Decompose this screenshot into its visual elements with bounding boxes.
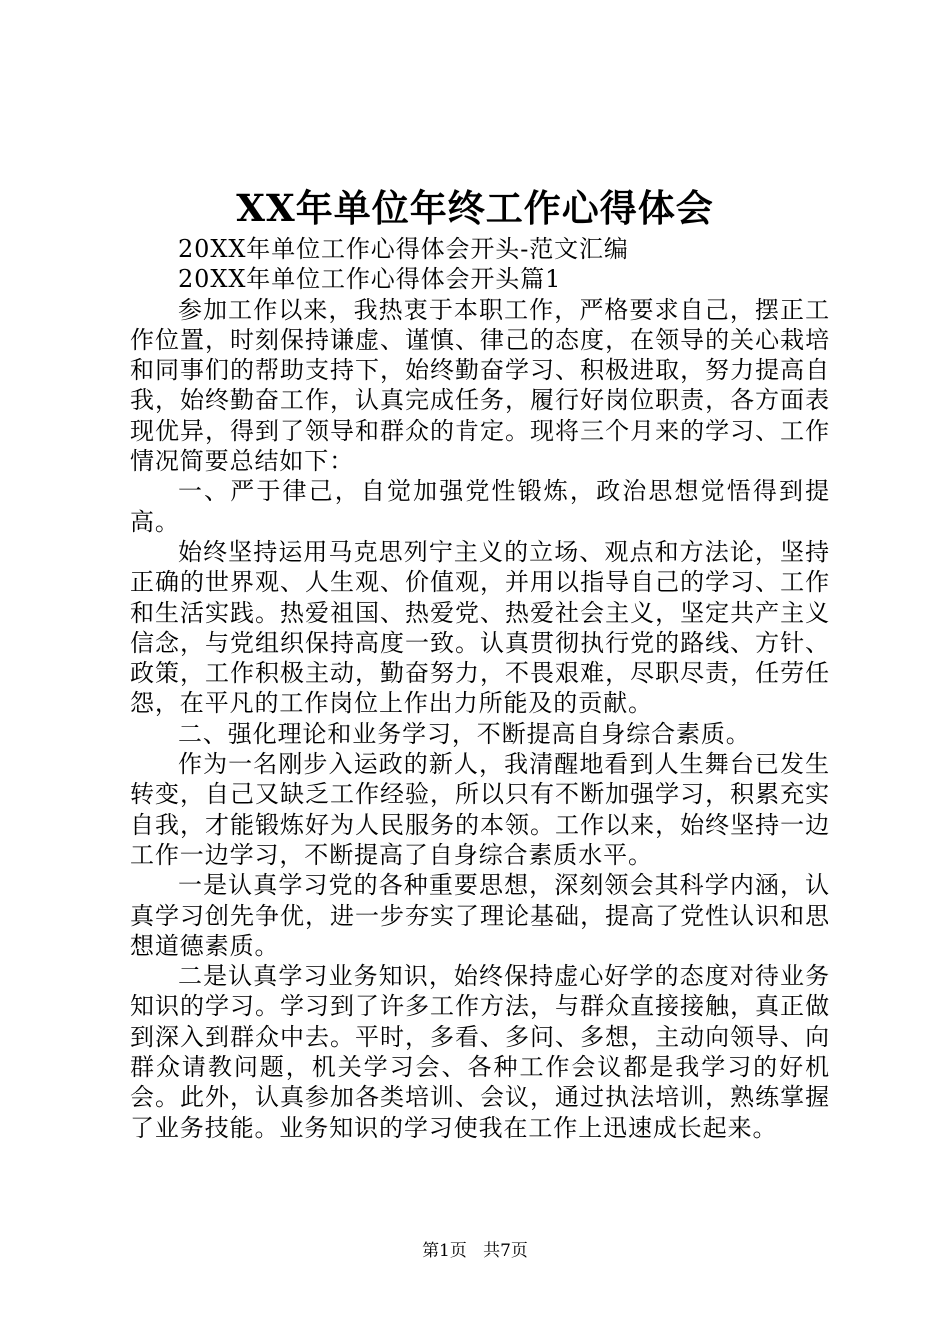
section-heading: 一、严于律己，自觉加强党性锻炼，政治思想觉悟得到提高。 [130, 477, 830, 536]
page-number-separator [472, 1241, 477, 1261]
document-body [130, 234, 830, 1143]
page-footer [0, 1240, 950, 1262]
paragraph: 一是认真学习党的各种重要思想，深刻领会其科学内涵，认真学习创先争优，进一步夯实了理论基础，提高了党性认识和思想道德素质。 [130, 871, 830, 960]
page-number-total: 共7页 [483, 1241, 528, 1261]
paragraph: 20XX年单位工作心得体会开头篇1 [178, 265, 562, 294]
section-heading: 二、强化理论和业务学习，不断提高自身综合素质。 [178, 719, 751, 748]
paragraph: 始终坚持运用马克思列宁主义的立场、观点和方法论，坚持正确的世界观、人生观、价值观，并用以指导自己的学习、工作和生活实践。热爱祖国、热爱党、热爱社会主义，坚定共产主义信念，与党组织保持高度一致。认真贯彻执行党的路线、方针、政策，工作积极主动，勤奋努力，不畏艰难，尽职尽责，任劳任怨，在平凡的工作岗位上作出力所能及的贡献。 [130, 537, 830, 718]
paragraph: 20XX年单位工作心得体会开头-范文汇编 [178, 235, 629, 263]
document-title: XX年单位年终工作心得体会 [236, 186, 714, 230]
paragraph: 参加工作以来，我热衷于本职工作，严格要求自己，摆正工作位置，时刻保持谦虚、谨慎、律己的态度，在领导的关心栽培和同事们的帮助支持下，始终勤奋学习、积极进取，努力提高自我，始终勤奋工作，认真完成任务，履行好岗位职责，各方面表现优异，得到了领导和群众的肯定。现将三个月来的学习、工作情况简要总结如下： [130, 295, 830, 476]
page-number-current: 第1页 [422, 1241, 467, 1261]
paragraph: 二是认真学习业务知识，始终保持虚心好学的态度对待业务知识的学习。学习到了许多工作方法，与群众直接接触，真正做到深入到群众中去。平时，多看、多问、多想，主动向领导、向群众请教问题，机关学习会、各种工作会议都是我学习的好机会。此外，认真参加各类培训、会议，通过执法培训，熟练掌握了业务技能。业务知识的学习使我在工作上迅速成长起来。 [130, 962, 830, 1142]
paragraph: 作为一名刚步入运政的新人，我清醒地看到人生舞台已发生转变，自己又缺乏工作经验，所以只有不断加强学习，积累充实自我，才能锻炼好为人民服务的本领。工作以来，始终坚持一边工作一边学习，不断提高了自身综合素质水平。 [130, 750, 830, 869]
